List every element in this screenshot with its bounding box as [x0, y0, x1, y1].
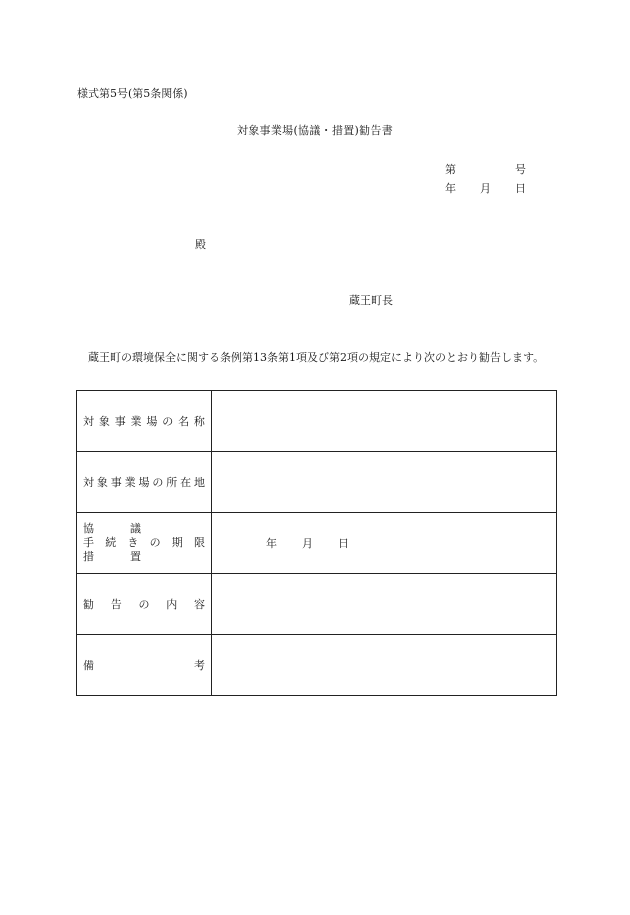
issuer-name: 蔵王町長 — [349, 294, 393, 307]
table-row — [77, 574, 557, 635]
table-row — [77, 452, 557, 513]
deadline-day-label: 日 — [338, 537, 349, 550]
label-recommendation-content: 勧 告 の 内 容 — [77, 574, 212, 635]
deadline-year-label: 年 — [266, 537, 277, 550]
value-recommendation-content[interactable] — [212, 574, 557, 635]
label-remarks: 備 考 — [77, 635, 212, 696]
date-day-label: 日 — [515, 182, 526, 195]
doc-number-prefix: 第 — [445, 163, 456, 176]
deadline-month-label: 月 — [302, 537, 313, 550]
form-number: 様式第5号(第5条関係) — [77, 87, 188, 100]
label-facility-address: 対 象 事 業 場 の 所 在 地 — [77, 452, 212, 513]
body-text: 蔵王町の環境保全に関する条例第13条第1項及び第2項の規定により次のとおり勧告します。 — [88, 351, 545, 364]
document-title: 対象事業場(協議・措置)勧告書 — [236, 124, 394, 137]
table-row — [77, 513, 557, 574]
date-month-label: 月 — [480, 182, 491, 195]
table-row — [77, 391, 557, 452]
value-remarks[interactable] — [212, 635, 557, 696]
value-facility-address[interactable] — [212, 452, 557, 513]
label-procedure-deadline: 協 議 手 続 き の 期 限 措 置 — [77, 513, 212, 574]
value-procedure-deadline[interactable] — [212, 513, 557, 574]
recommendation-table — [76, 390, 557, 696]
table-row — [77, 635, 557, 696]
label-facility-name: 対 象 事 業 場 の 名 称 — [77, 391, 212, 452]
doc-number-suffix: 号 — [515, 163, 526, 176]
addressee-honorific: 殿 — [195, 238, 206, 251]
date-year-label: 年 — [445, 182, 456, 195]
value-facility-name[interactable] — [212, 391, 557, 452]
